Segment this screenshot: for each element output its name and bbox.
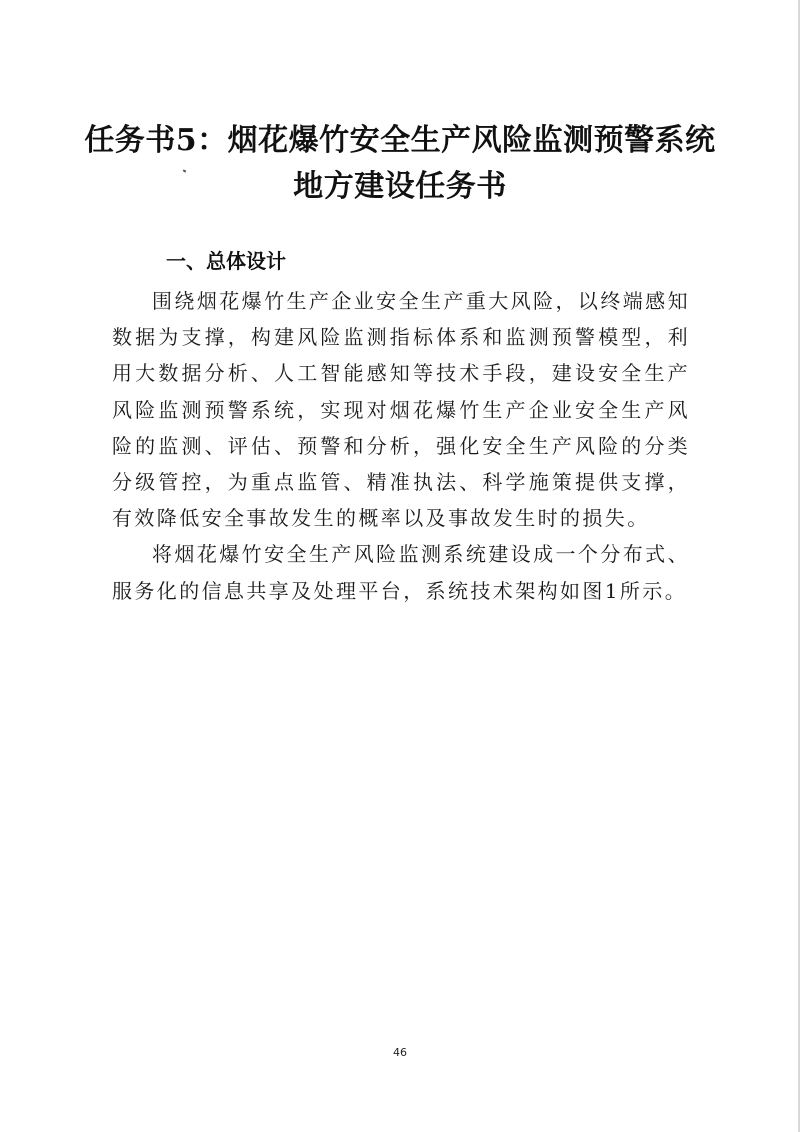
document-title — [60, 118, 740, 210]
title-line-2: 地方建设任务书 — [293, 169, 507, 204]
paragraph-2: 将烟花爆竹安全生产风险监测系统建设成一个分布式、服务化的信息共享及处理平台，系统技术架构如图1所示。 — [112, 542, 690, 603]
page-number: 46 — [393, 1046, 407, 1059]
body-text — [112, 283, 690, 609]
paragraph-1: 围绕烟花爆竹生产企业安全生产重大风险，以终端感知数据为支撑，构建风险监测指标体系和监测预警模型，利用大数据分析、人工智能感知等技术手段，建设安全生产风险监测预警系统，实现对烟花爆竹生产企业安全生产风险的监测、评估、预警和分析，强化安全生产风险的分类分级管控，为重点监管、精准执法、科学施策提供支撑，有效降低安全事故发生的概率以及事故发生时的损失。 — [112, 289, 690, 531]
section-heading: 一、总体设计 — [166, 249, 286, 273]
title-line-1: 任务书5：烟花爆竹安全生产风险监测预警系统 — [84, 123, 716, 158]
